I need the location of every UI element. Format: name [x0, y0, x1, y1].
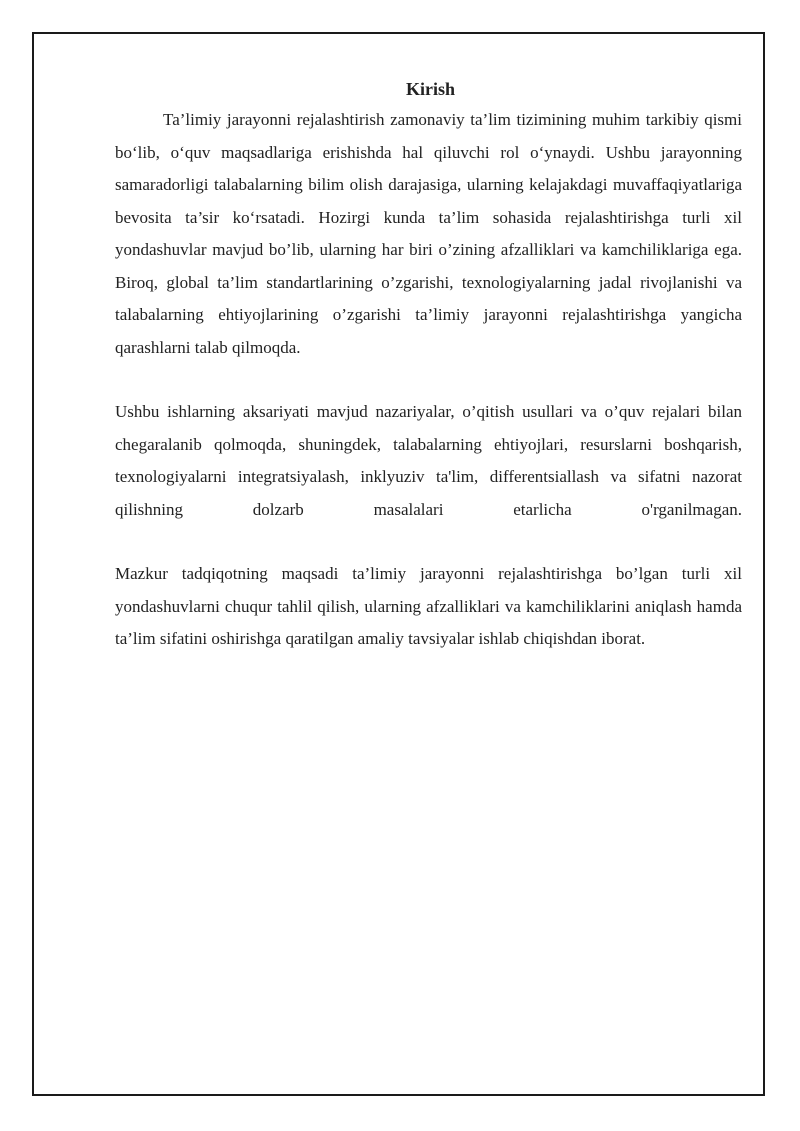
paragraph-intro: Ta’limiy jarayonni rejalashtirish zamonaviy ta’lim tizimining muhim tarkibiy qismi bo‘lib, o‘quv maqsadlariga erishishda hal qiluvchi rol o‘ynaydi. Ushbu jarayonning samaradorligi talabalarning bilim olish darajasiga, ularning kelajakdagi muvaffaqiyatlariga bevosita ta’sir ko‘rsatadi. Hozirgi kunda ta’lim sohasida rejalashtirishga turli xil yondashuvlar mavjud bo’lib, ularning har biri o’zining afzalliklari va kamchiliklariga ega. Biroq, global ta’lim standartlarining o’zgarishi, texnologiyalarning jadal rivojlanishi va talabalarning ehtiyojlarining o’zgarishi ta’limiy jarayonni rejalashtirishga yangicha qarashlarni talab qilmoqda.	[115, 110, 742, 357]
document-title: Kirish	[405, 79, 455, 99]
paragraph-problem: Ushbu ishlarning aksariyati mavjud nazariyalar, o’qitish usullari va o’quv rejalari bilan chegaralanib qolmoqda, shuningdek, talabalarning ehtiyojlari, resurslarni boshqarish, texnologiyalarni integratsiyalash, inklyuziv ta'lim, differentsiallash va sifatni nazorat qilishning dolzarb masalalari etarlicha o'rganilmagan.	[115, 402, 742, 519]
document-body	[115, 78, 742, 656]
paragraph-gap	[115, 526, 742, 558]
paragraph-gap	[115, 364, 742, 396]
paragraph-goal: Mazkur tadqiqotning maqsadi ta’limiy jarayonni rejalashtirishga bo’lgan turli xil yondashuvlarni chuqur tahlil qilish, ularning afzalliklari va kamchiliklarini aniqlash hamda ta’lim sifatini oshirishga qaratilgan amaliy tavsiyalar ishlab chiqishdan iborat.	[115, 564, 742, 648]
